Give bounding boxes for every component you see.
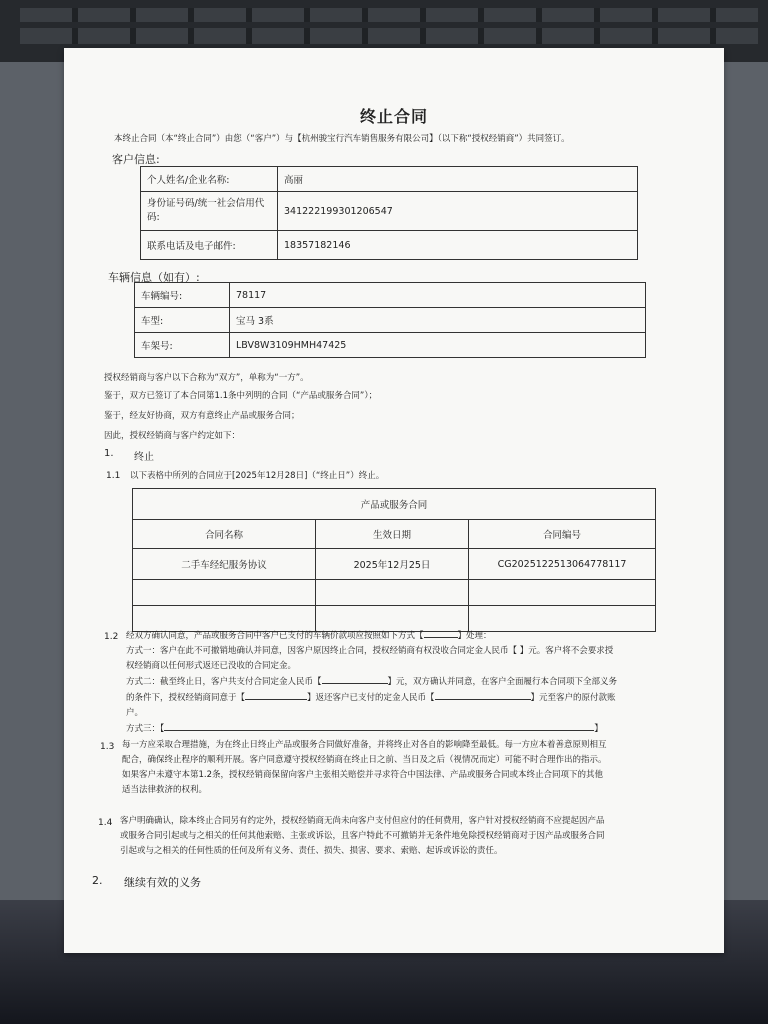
recital-line: 鉴于，双方已签订了本合同第1.1条中列明的合同（“产品或服务合同”）； [104, 391, 378, 401]
table-cell: 二手车经纪服务协议 [133, 549, 316, 580]
table-cell [469, 580, 656, 606]
document-title: 终止合同 [359, 107, 428, 126]
option-2-line: 的条件下，授权经销商同意于【 [126, 693, 246, 703]
table-header-row [133, 520, 656, 549]
table-row [141, 192, 638, 231]
customer-id-label: 身份证号码/统一社会信用代码: [141, 192, 278, 231]
column-header: 生效日期 [316, 520, 469, 549]
clause-1-4-line: 引起或与之相关的任何性质的任何及所有义务、责任、损失、损害、要求、索赔、起诉或诉讼的责任。 [120, 846, 503, 856]
blank-field [245, 690, 307, 700]
option-3-line: 】 [594, 724, 603, 734]
clause-number: 1.2 [104, 632, 119, 642]
clause-1-2-line-end: 】处理： [457, 631, 492, 641]
clause-number: 1.3 [100, 742, 115, 752]
vehicle-info-table [134, 282, 646, 358]
table-cell [316, 580, 469, 606]
table-row [135, 308, 646, 333]
clause-1-3-text [122, 738, 607, 798]
clause-1-2-line: 经双方确认同意，产品或服务合同中客户已支付的车辆价款项应按照如下方式【 [126, 631, 424, 641]
table-cell: 2025年12月25日 [316, 549, 469, 580]
blank-field [424, 628, 458, 638]
table-row [135, 283, 646, 308]
product-table-caption: 产品或服务合同 [133, 489, 656, 520]
table-cell [133, 580, 316, 606]
clause-1-3-line: 适当法律救济的权利。 [122, 785, 208, 795]
clause-1-4-line: 客户明确确认，除本终止合同另有约定外，授权经销商无尚未向客户支付但应付的任何费用，客户针对授权经销商不应提起因产品 [120, 816, 605, 826]
customer-info-table [140, 166, 638, 260]
clause-number: 1.4 [98, 818, 113, 828]
customer-info-heading: 客户信息: [112, 153, 160, 166]
clause-1-3-line: 配合，确保终止程序的顺利开展。客户同意遵守授权经销商在终止日之前、当日及之后（视情况而定）可能不时合理作出的指示。 [122, 755, 607, 765]
vehicle-vin-value: LBV8W3109HMH47425 [230, 333, 646, 358]
clause-1-3-line: 如果客户未遵守本第1.2条，授权经销商保留向客户主张相关赔偿并寻求符合中国法律、产品或服务合同或本终止合同项下的其他 [122, 770, 604, 780]
table-row [133, 580, 656, 606]
keyboard-keys-row [20, 8, 758, 22]
vehicle-vin-label: 车架号: [135, 333, 230, 358]
section-1-number: 1. [104, 448, 114, 459]
table-row [141, 231, 638, 260]
option-2-line: 】元，双方确认并同意，在客户全面履行本合同项下全部义务 [387, 677, 618, 687]
blank-field [164, 721, 594, 731]
option-2-line: 】元至客户的原付款账 [530, 693, 616, 703]
intro-paragraph: 本终止合同（本“终止合同”）由您（“客户”）与【杭州骏宝行汽车销售服务有限公司】（以下称“授权经销商”）共同签订。 [114, 134, 570, 144]
clause-1-4-line: 或服务合同引起或与之相关的任何其他索赔、主张或诉讼，且客户特此不可撤销并无条件地免除授权经销商对于因产品或服务合同 [120, 831, 605, 841]
clause-1-4-text [120, 814, 605, 859]
customer-contact-label: 联系电话及电子邮件: [141, 231, 278, 260]
column-header: 合同名称 [133, 520, 316, 549]
table-row [141, 167, 638, 192]
vehicle-model-label: 车型: [135, 308, 230, 333]
section-2-number: 2. [92, 874, 103, 887]
table-row [133, 549, 656, 580]
customer-name-label: 个人姓名/企业名称: [141, 167, 278, 192]
product-contract-table [132, 488, 656, 632]
recital-line: 因此，授权经销商与客户约定如下： [104, 431, 241, 441]
option-3-line: 方式三：【 [126, 724, 165, 734]
keyboard-keys-row [20, 28, 758, 44]
table-row [135, 333, 646, 358]
blank-field [322, 674, 388, 684]
clause-1-2-text [126, 628, 711, 737]
customer-contact-value: 18357182146 [278, 231, 638, 260]
vehicle-model-value: 宝马 3系 [230, 308, 646, 333]
option-1-line: 权经销商以任何形式返还已没收的合同定金。 [126, 661, 297, 671]
blank-field [435, 690, 531, 700]
recital-line: 鉴于，经友好协商，双方有意终止产品或服务合同； [104, 411, 300, 421]
clause-number: 1.1 [106, 471, 121, 481]
option-1-line: 方式一：客户在此不可撤销地确认并同意，因客户原因终止合同，授权经销商有权没收合同定金人民币【 】元。客户将不会要求授 [126, 646, 614, 656]
option-2-line: 户。 [126, 708, 144, 718]
table-row [133, 489, 656, 520]
section-1-title: 终止 [134, 452, 154, 463]
column-header: 合同编号 [469, 520, 656, 549]
vehicle-number-label: 车辆编号: [135, 283, 230, 308]
customer-id-value: 341222199301206547 [278, 192, 638, 231]
clause-1-3-line: 每一方应采取合理措施，为在终止日终止产品或服务合同做好准备，并将终止对各自的影响降至最低。每一方应本着善意原则相互 [122, 740, 607, 750]
vehicle-info-heading: 车辆信息（如有）: [108, 271, 200, 284]
section-2-title: 继续有效的义务 [124, 876, 201, 889]
recital-line: 授权经销商与客户以下合称为“双方”，单称为“一方”。 [104, 373, 309, 383]
table-cell: CG2025122513064778117 [469, 549, 656, 580]
clause-1-1-text: 以下表格中所列的合同应于[2025年12月28日]（“终止日”）终止。 [130, 471, 385, 481]
option-2-line: 方式二：截至终止日，客户共支付合同定金人民币【 [126, 677, 322, 687]
customer-name-value: 高丽 [278, 167, 638, 192]
vehicle-number-value: 78117 [230, 283, 646, 308]
option-2-line: 】返还客户已支付的定金人民币【 [307, 693, 435, 703]
contract-page [64, 48, 724, 953]
